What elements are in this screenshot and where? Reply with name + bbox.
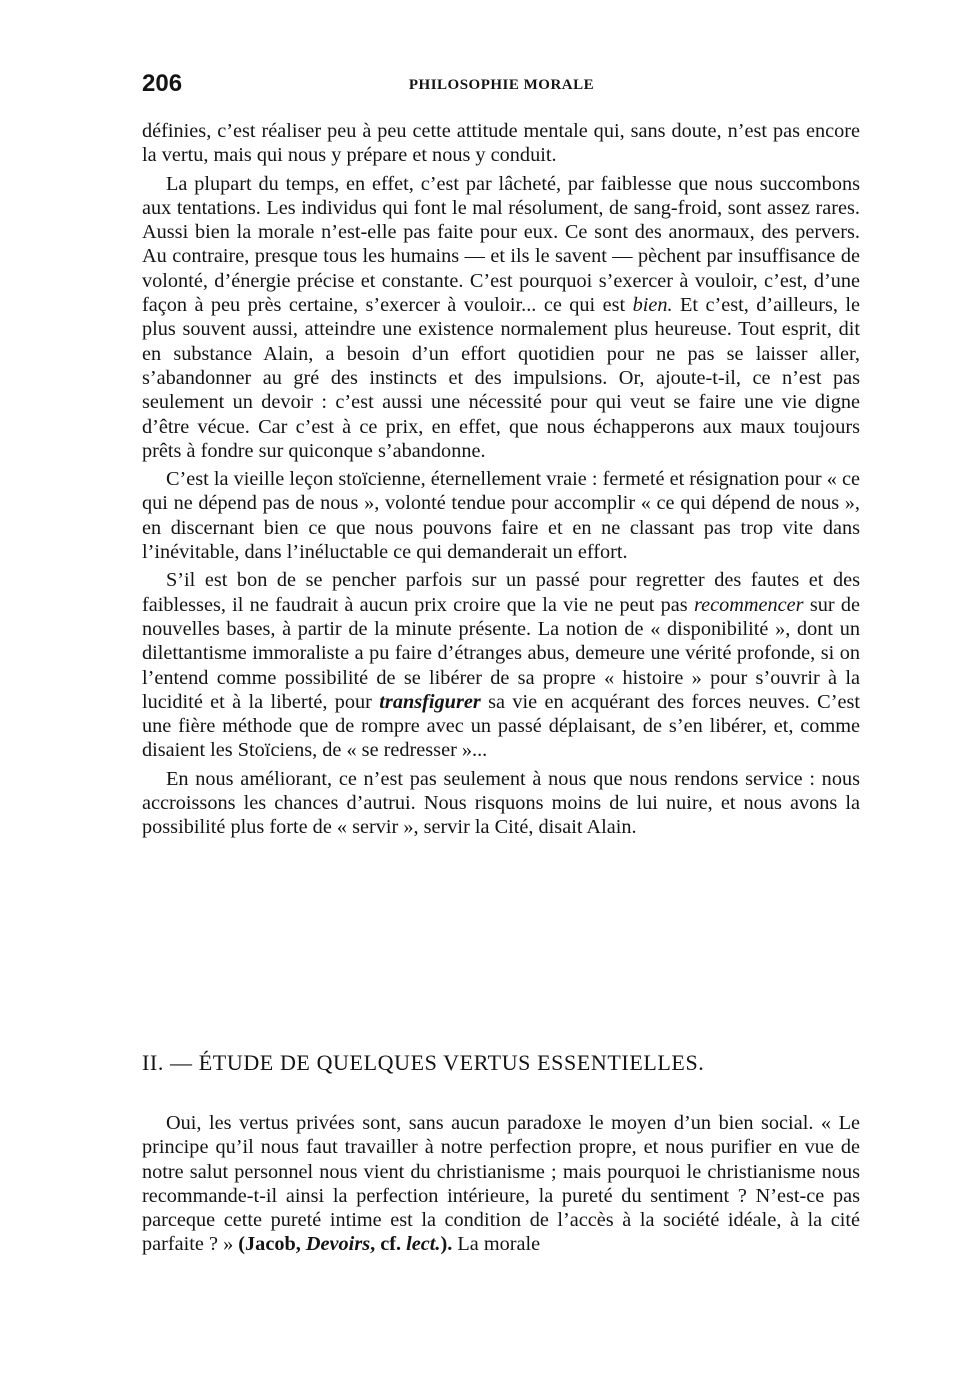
emphasis-text: recommencer xyxy=(693,593,804,616)
emphasis-text: (Jacob, xyxy=(238,1233,306,1256)
paragraph xyxy=(142,568,860,762)
text-run: C’est la vieille leçon stoïcienne, éternellement vraie : fermeté et résignation pour « ce qui ne dépend pas de nous », volonté tendue pour accomplir « ce qui dépend de nous », en discernant bien ce que nous pouvons faire et en ne classant pas trop vite dans l’inévitable, dans l’inéluctable ce qui demanderait un effort. xyxy=(142,468,860,564)
section-heading: II. — ÉTUDE DE QUELQUES VERTUS ESSENTIELLES. xyxy=(142,1050,705,1075)
paragraph xyxy=(142,172,860,464)
text-run: Oui, les vertus privées sont, sans aucun paradoxe le moyen d’un bien social. « Le principe qu’il nous faut travailler à notre perfection propre, et nous purifier en vue de notre salut personnel nous vient du christianisme ; mais pourquoi le christianisme nous recommande-t-il ainsi la perfection intérieure, la pureté du sentiment ? N’est-ce pas parceque cette pureté intime est la condition de l’accès à la société idéale, à la cité parfaite ? » xyxy=(142,1112,860,1256)
text-run: La plupart du temps, en effet, c’est par lâcheté, par faiblesse que nous succombons aux tentations. Les individus qui font le mal résolument, de sang-froid, sont assez rares. Aussi bien la morale n’est-elle pas faite pour eux. Ce sont des anormaux, des pervers. Au contraire, presque tous les humains — et ils le savent — pèchent par insuffisance de volonté, d’énergie précise et constante. C’est pourquoi s’exercer à vouloir, c’est, d’une façon à peu près certaine, s’exercer à vouloir... ce qui est xyxy=(142,172,860,317)
text-run: En nous améliorant, ce n’est pas seulement à nous que nous rendons service : nous accroissons les chances d’autrui. Nous risquons moins de lui nuire, et nous avons la possibilité plus forte de « servir », servir la Cité, disait Alain. xyxy=(142,767,860,839)
page-header xyxy=(142,70,861,104)
body-text xyxy=(142,119,860,840)
section-body-text xyxy=(142,1111,860,1257)
text-run: S’il est bon de se pencher parfois sur un passé pour regretter des fautes et des faiblesses, il ne faudrait à aucun prix croire que la vie ne peut pas xyxy=(142,569,860,616)
text-run: sa vie en acquérant des forces neuves. C’est une fière méthode que de rompre avec un passé déplaisant, de s’en libérer, et, comme disaient les Stoïciens, de « se redresser »... xyxy=(142,690,860,762)
paragraph xyxy=(142,467,860,564)
emphasis-text: ). xyxy=(440,1233,453,1256)
emphasis-text: , cf. xyxy=(370,1233,407,1256)
text-run: définies, c’est réaliser peu à peu cette attitude mentale qui, sans doute, n’est pas encore la vertu, mais qui nous y prépare et nous y conduit. xyxy=(142,120,860,167)
paragraph xyxy=(142,119,860,168)
emphasis-text: Devoirs xyxy=(305,1233,371,1256)
page-number: 206 xyxy=(142,70,183,97)
text-run: La morale xyxy=(452,1233,541,1256)
emphasis-text: bien. xyxy=(632,294,673,317)
text-run: sur de nouvelles bases, à partir de la minute présente. La notion de « disponibilité », dont un dilettantisme immoraliste a pu faire d’étranges abus, demeure une vérité profonde, si on l’entend comme possibilité de se libérer de sa propre « histoire » pour s’ouvrir à la lucidité et à la liberté, pour xyxy=(142,593,860,713)
text-run: Et c’est, d’ailleurs, le plus souvent aussi, atteindre une existence normalement plus heureuse. Tout esprit, dit en substance Alain, a besoin d’un effort quotidien pour ne pas se laisser aller, s’abandonner au gré des instincts et des impulsions. Or, ajoute-t-il, ce n’est pas seulement un devoir : c’est aussi une nécessité pour qui veut se faire une vie digne d’être vécue. Car c’est à ce prix, en effet, que nous échapperons aux maux toujours prêts à fondre sur quiconque s’abandonne. xyxy=(142,294,860,462)
emphasis-text: lect. xyxy=(406,1233,441,1256)
running-head: PHILOSOPHIE MORALE xyxy=(408,77,595,93)
emphasis-text: transfigurer xyxy=(379,690,481,713)
paragraph xyxy=(142,767,860,840)
paragraph xyxy=(142,1111,860,1257)
